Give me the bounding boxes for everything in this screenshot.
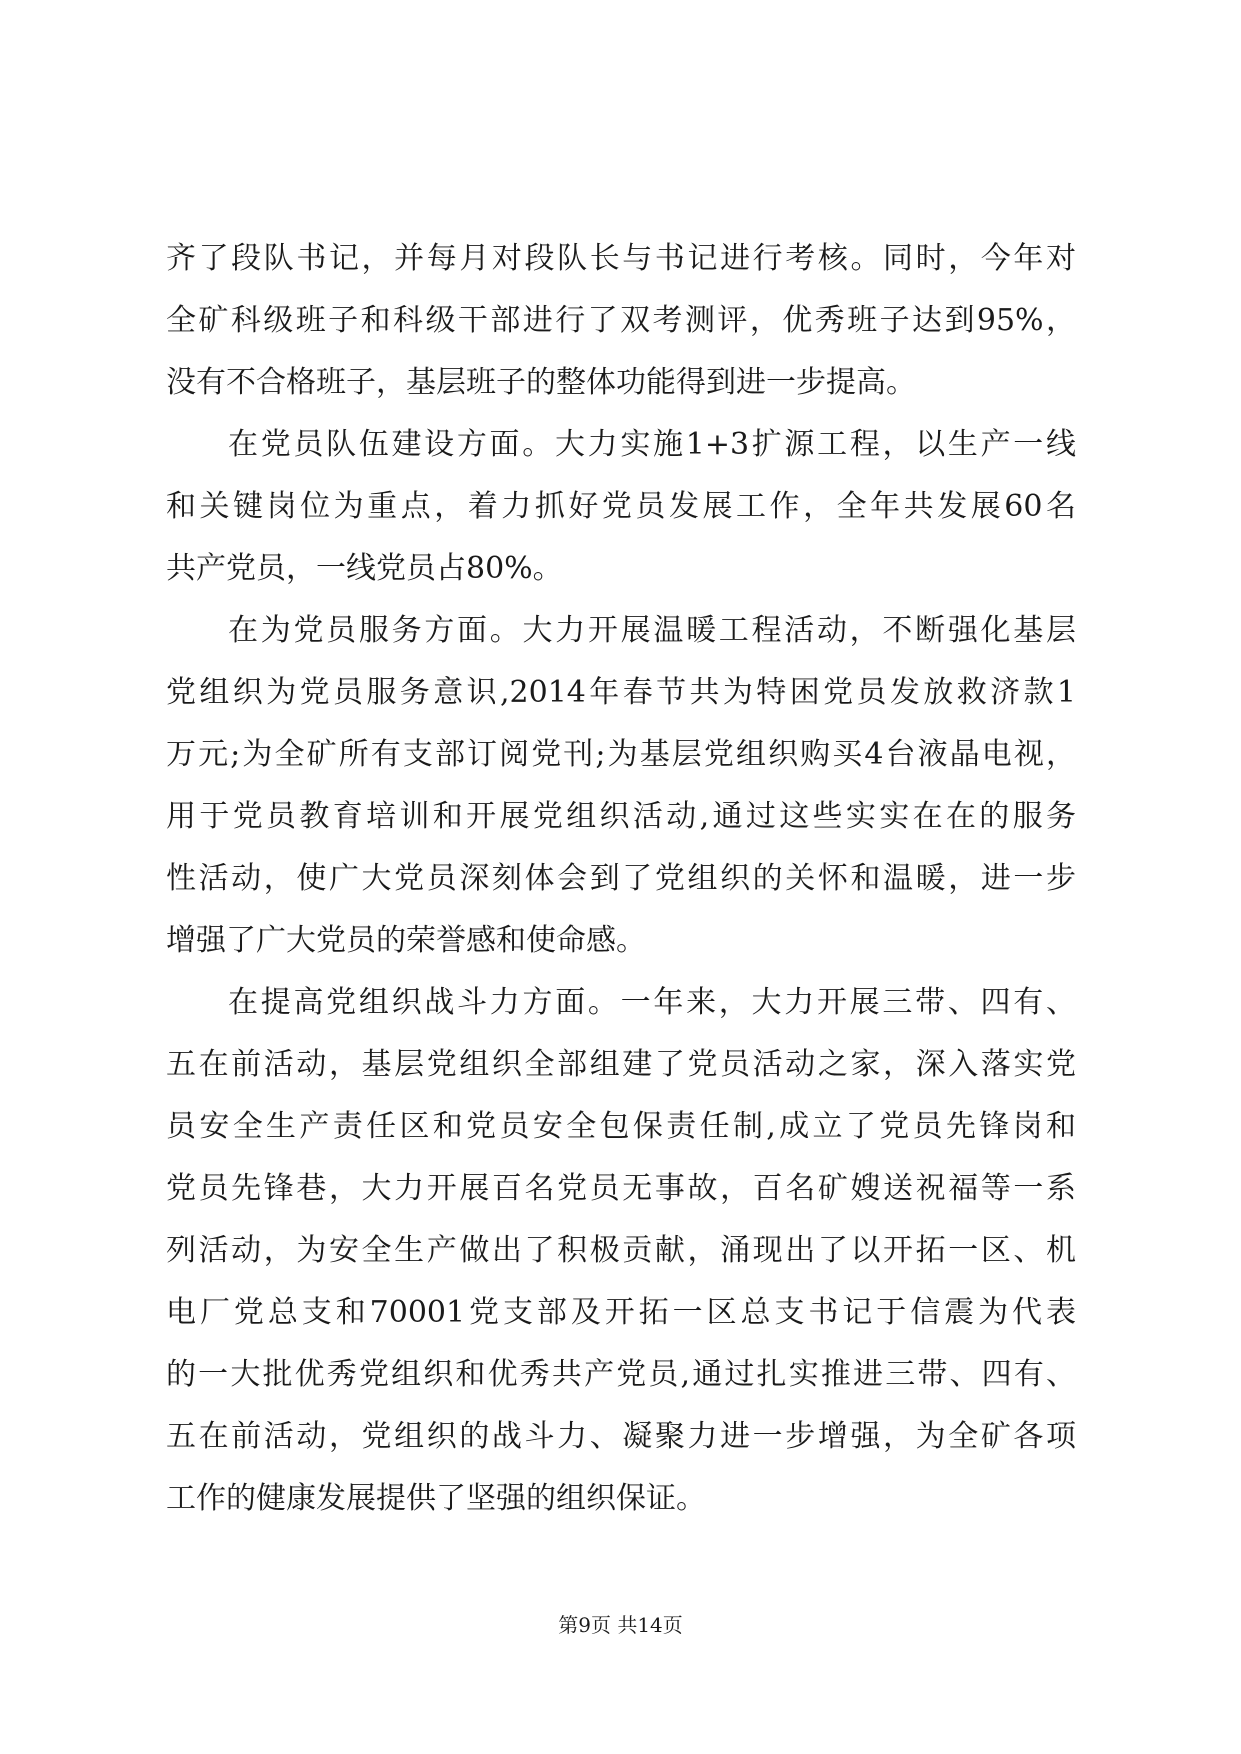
text-line: 列活动，为安全生产做出了积极贡献，涌现出了以开拓一区、机	[166, 1233, 1076, 1268]
paragraph-3	[166, 600, 1076, 972]
text-line: 共产党员，一线党员占80%。	[166, 551, 563, 586]
text-line: 的一大批优秀党组织和优秀共产党员,通过扎实推进三带、四有、	[166, 1357, 1076, 1392]
page-number-footer: 第9页 共14页	[558, 1613, 683, 1637]
text-line: 齐了段队书记，并每月对段队长与书记进行考核。同时，今年对	[166, 241, 1076, 276]
text-line: 党组织为党员服务意识,2014年春节共为特困党员发放救济款1	[166, 675, 1076, 710]
text-line: 工作的健康发展提供了坚强的组织保证。	[166, 1481, 706, 1516]
text-line: 和关键岗位为重点，着力抓好党员发展工作，全年共发展60名	[166, 489, 1076, 524]
text-line: 用于党员教育培训和开展党组织活动,通过这些实实在在的服务	[166, 799, 1076, 834]
paragraph-2	[166, 414, 1076, 600]
text-line: 增强了广大党员的荣誉感和使命感。	[166, 923, 646, 958]
text-line: 在为党员服务方面。大力开展温暖工程活动，不断强化基层	[228, 613, 1076, 648]
text-line: 性活动，使广大党员深刻体会到了党组织的关怀和温暖，进一步	[166, 861, 1076, 896]
text-line: 在提高党组织战斗力方面。一年来，大力开展三带、四有、	[228, 985, 1076, 1020]
text-line: 五在前活动，党组织的战斗力、凝聚力进一步增强，为全矿各项	[166, 1419, 1076, 1454]
text-line: 党员先锋巷，大力开展百名党员无事故，百名矿嫂送祝福等一系	[166, 1171, 1076, 1206]
text-line: 全矿科级班子和科级干部进行了双考测评，优秀班子达到95%，	[166, 303, 1076, 338]
text-line: 电厂党总支和70001党支部及开拓一区总支书记于信震为代表	[166, 1295, 1076, 1330]
paragraph-1	[166, 228, 1076, 414]
text-line: 在党员队伍建设方面。大力实施1+3扩源工程，以生产一线	[228, 427, 1076, 462]
text-line: 没有不合格班子，基层班子的整体功能得到进一步提高。	[166, 365, 916, 400]
body-text	[166, 228, 1076, 1530]
text-line: 员安全生产责任区和党员安全包保责任制,成立了党员先锋岗和	[166, 1109, 1076, 1144]
text-line: 万元;为全矿所有支部订阅党刊;为基层党组织购买4台液晶电视，	[166, 737, 1076, 772]
paragraph-4	[166, 972, 1076, 1530]
text-line: 五在前活动，基层党组织全部组建了党员活动之家，深入落实党	[166, 1047, 1076, 1082]
